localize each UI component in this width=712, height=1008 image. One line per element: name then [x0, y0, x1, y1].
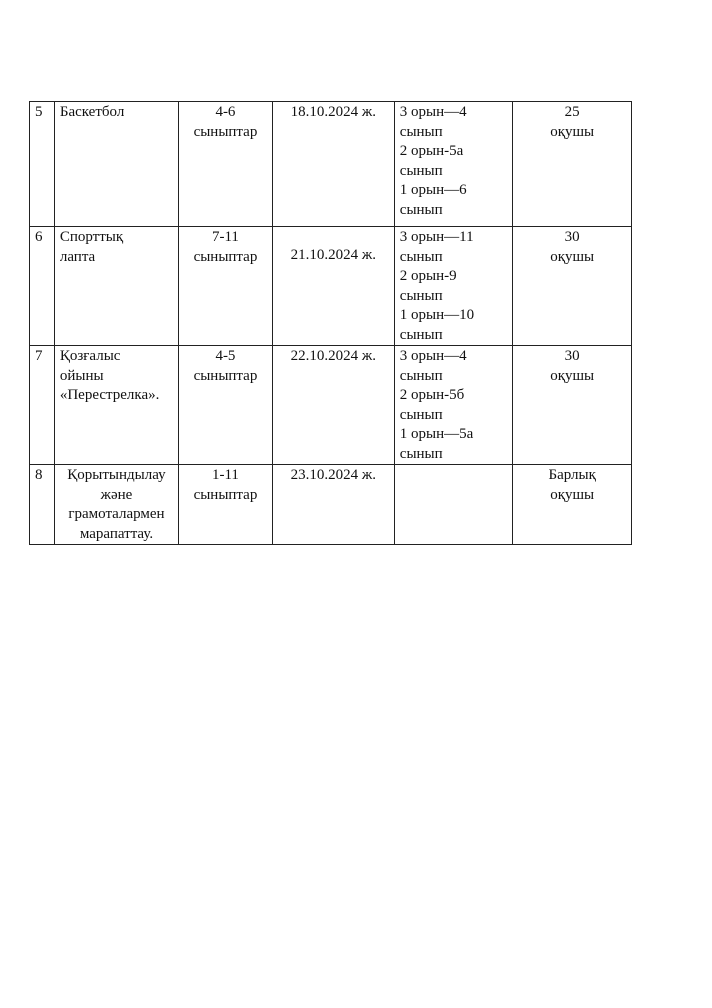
event-name-line: ойыны	[59, 367, 104, 384]
row-number-text: 6	[35, 229, 43, 245]
event-date: 23.10.2024 ж.	[290, 467, 376, 483]
date-cell	[272, 102, 394, 227]
result-line: сынып	[399, 201, 443, 218]
table-row	[30, 465, 632, 545]
participants-count: 25	[564, 104, 580, 120]
row-number-text: 5	[35, 104, 43, 120]
classes-range: 4-6	[215, 104, 236, 120]
result-line: 1 орын—6	[399, 182, 467, 198]
result-line: сынып	[399, 287, 443, 304]
table-row	[30, 102, 632, 227]
classes-cell	[179, 346, 273, 465]
event-date: 22.10.2024 ж.	[290, 348, 376, 364]
results-cell	[394, 346, 513, 465]
event-date: 18.10.2024 ж.	[290, 104, 376, 120]
classes-cell	[179, 102, 273, 227]
row-number-text: 8	[35, 467, 43, 483]
event-name-line: марапаттау.	[79, 525, 154, 542]
results-cell	[394, 102, 513, 227]
event-name-line: «Перестрелка».	[59, 387, 160, 403]
result-line: 1 орын—10	[399, 307, 475, 323]
classes-cell	[179, 465, 273, 545]
results-cell	[394, 227, 513, 346]
event-name-line: грамоталармен	[68, 506, 165, 522]
event-name-line: Қозғалыс	[59, 348, 121, 364]
row-number	[30, 346, 55, 465]
event-name-line: Спорттық	[59, 229, 124, 245]
result-line: 2 орын-5б	[399, 387, 465, 403]
row-number	[30, 102, 55, 227]
result-line: 3 орын—4	[399, 348, 467, 364]
classes-range: 7-11	[211, 229, 239, 245]
result-line: 2 орын-5а	[399, 143, 464, 159]
results-cell	[394, 465, 513, 545]
participants-cell	[513, 227, 632, 346]
classes-label: сыныптар	[193, 486, 258, 503]
event-name-cell	[54, 465, 178, 545]
event-name-cell	[54, 102, 178, 227]
row-number	[30, 465, 55, 545]
classes-range: 4-5	[215, 348, 236, 364]
result-line: 2 орын-9	[399, 268, 457, 284]
event-name-cell	[54, 227, 178, 346]
participants-label: оқушы	[550, 248, 595, 265]
participants-cell	[513, 102, 632, 227]
date-cell	[272, 227, 394, 346]
participants-label: оқушы	[550, 123, 595, 140]
participants-label: оқушы	[550, 367, 595, 384]
participants-cell	[513, 346, 632, 465]
classes-range: 1-11	[211, 467, 239, 483]
result-line: сынып	[399, 162, 443, 179]
result-line: сынып	[399, 123, 443, 140]
classes-label: сыныптар	[193, 248, 258, 265]
participants-label: оқушы	[550, 486, 595, 503]
participants-cell	[513, 465, 632, 545]
result-line: 3 орын—11	[399, 229, 474, 245]
result-line: сынып	[399, 367, 443, 384]
result-line: 3 орын—4	[399, 104, 467, 120]
date-cell	[272, 346, 394, 465]
participants-count: 30	[564, 348, 580, 364]
event-name-line: лапта	[59, 248, 96, 265]
table-row	[30, 346, 632, 465]
event-name-line: Баскетбол	[59, 104, 125, 120]
result-line: сынып	[399, 248, 443, 265]
participants-count: Барлық	[548, 467, 596, 483]
classes-label: сыныптар	[193, 367, 258, 384]
result-line: сынып	[399, 326, 443, 343]
event-name-line: және	[100, 486, 133, 503]
result-line: сынып	[399, 445, 443, 462]
result-line: 1 орын—5а	[399, 426, 474, 442]
participants-count: 30	[564, 229, 580, 245]
event-name-cell	[54, 346, 178, 465]
classes-label: сыныптар	[193, 123, 258, 140]
row-number-text: 7	[35, 348, 43, 364]
row-number	[30, 227, 55, 346]
date-cell	[272, 465, 394, 545]
result-line: сынып	[399, 406, 443, 423]
table-row	[30, 227, 632, 346]
events-table	[29, 101, 632, 545]
event-date: 21.10.2024 ж.	[290, 247, 376, 263]
event-name-line: Қорытындылау	[67, 467, 166, 483]
classes-cell	[179, 227, 273, 346]
